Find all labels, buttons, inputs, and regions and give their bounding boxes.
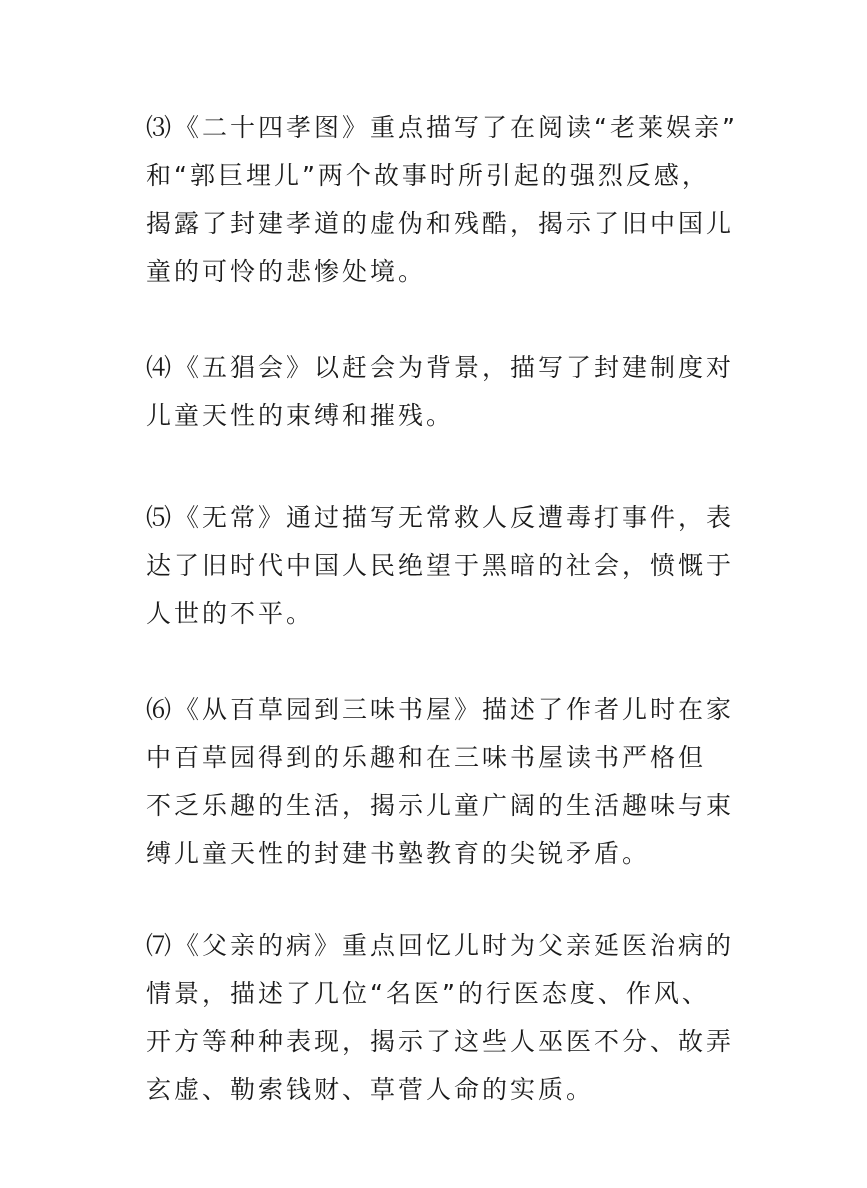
text-line: 和“郭巨埋儿”两个故事时所引起的强烈反感， (146, 161, 710, 190)
paragraph-7 (146, 922, 735, 1114)
text-line: 童的可怜的悲惨处境。 (146, 257, 427, 286)
text-line: ⑸《无常》通过描写无常救人反遭毒打事件，表 (146, 503, 735, 532)
text-line: 达了旧时代中国人民绝望于黑暗的社会，愤慨于 (146, 551, 735, 580)
text-line: 人世的不平。 (146, 599, 315, 628)
text-line: ⑶《二十四孝图》重点描写了在阅读“老莱娱亲” (146, 113, 738, 142)
text-line: 中百草园得到的乐趣和在三味书屋读书严格但 (146, 743, 707, 772)
paragraph-4 (146, 344, 735, 440)
text-line: 不乏乐趣的生活，揭示儿童广阔的生活趣味与束 (146, 791, 735, 820)
text-line: 缚儿童天性的封建书塾教育的尖锐矛盾。 (146, 839, 651, 868)
text-line: 情景，描述了几位“名医”的行医态度、作风、 (146, 979, 710, 1008)
text-line: ⑺《父亲的病》重点回忆儿时为父亲延医治病的 (146, 931, 735, 960)
text-line: 玄虚、勒索钱财、草菅人命的实质。 (146, 1075, 595, 1104)
paragraph-6 (146, 686, 735, 878)
text-line: 儿童天性的束缚和摧残。 (146, 401, 455, 430)
text-line: ⑹《从百草园到三味书屋》描述了作者儿时在家 (146, 695, 735, 724)
paragraph-5 (146, 494, 735, 638)
text-line: 开方等种种表现，揭示了这些人巫医不分、故弄 (146, 1027, 735, 1056)
paragraph-3 (146, 104, 738, 296)
text-line: 揭露了封建孝道的虚伪和残酷，揭示了旧中国儿 (146, 209, 735, 238)
text-line: ⑷《五猖会》以赶会为背景，描写了封建制度对 (146, 353, 735, 382)
